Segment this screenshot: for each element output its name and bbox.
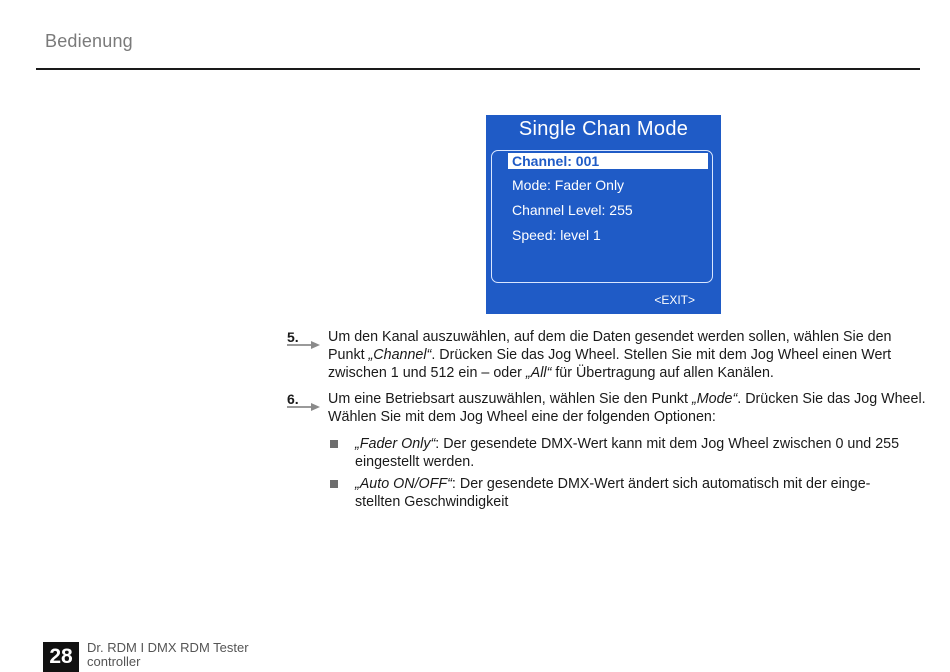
step-text-part: . Drücken Sie das Jog Wheel. Stellen Sie mit dem Jog Wheel einen Wert zwischen 1 und 512 ein – oder xyxy=(328,347,892,381)
footer-title xyxy=(87,641,249,669)
menu-item-channel-level: Channel Level: 255 xyxy=(512,202,633,218)
option-term: „Auto ON/OFF“ xyxy=(355,476,452,492)
step-text-part: . Drücken Sie das Jog Wheel. Wählen Sie mit dem Jog Wheel eine der folgenden Optionen: xyxy=(328,391,926,425)
step-text-term: „Channel“ xyxy=(368,347,432,363)
footer-title-line2: controller xyxy=(87,654,141,669)
footer-title-line1: Dr. RDM I DMX RDM Tester xyxy=(87,640,249,655)
step-number: 6. xyxy=(287,391,299,407)
step-number: 5. xyxy=(287,329,299,345)
step-text-part: Um den Kanal auszuwählen, auf dem die Daten gesendet werden sollen, wählen Sie den Punkt xyxy=(328,329,892,363)
step-text xyxy=(328,328,928,382)
page-number: 28 xyxy=(43,642,79,672)
screen-title: Single Chan Mode xyxy=(518,118,689,140)
option-term: „Fader Only“ xyxy=(355,436,436,452)
bullet-square-icon xyxy=(330,440,338,448)
step-text-term: „Mode“ xyxy=(691,391,738,407)
step-text xyxy=(328,390,928,426)
arrow-icon xyxy=(287,403,320,411)
device-screen xyxy=(486,115,721,314)
step-text-part: für Übertragung auf allen Kanälen. xyxy=(551,365,774,381)
option-description: : Der gesendete DMX-Wert ändert sich automatisch mit der eingestellten Geschwindigkeit xyxy=(355,476,871,510)
header-rule xyxy=(36,68,920,70)
arrow-icon xyxy=(287,341,320,349)
exit-label: <EXIT> xyxy=(654,293,695,307)
step-text-term: „All“ xyxy=(525,365,552,381)
menu-item-channel: Channel: 001 xyxy=(508,153,708,169)
option-description: : Der gesendete DMX-Wert kann mit dem Jog Wheel zwischen 0 und 255 eingestellt werden. xyxy=(355,436,900,470)
option-text xyxy=(355,475,910,511)
menu-item-speed: Speed: level 1 xyxy=(512,227,601,243)
option-text xyxy=(355,435,910,471)
section-title: Bedienung xyxy=(45,31,133,51)
step-text-part: Um eine Betriebsart auszuwählen, wählen Sie den Punkt xyxy=(328,391,692,407)
bullet-square-icon xyxy=(330,480,338,488)
menu-item-mode: Mode: Fader Only xyxy=(512,177,625,193)
